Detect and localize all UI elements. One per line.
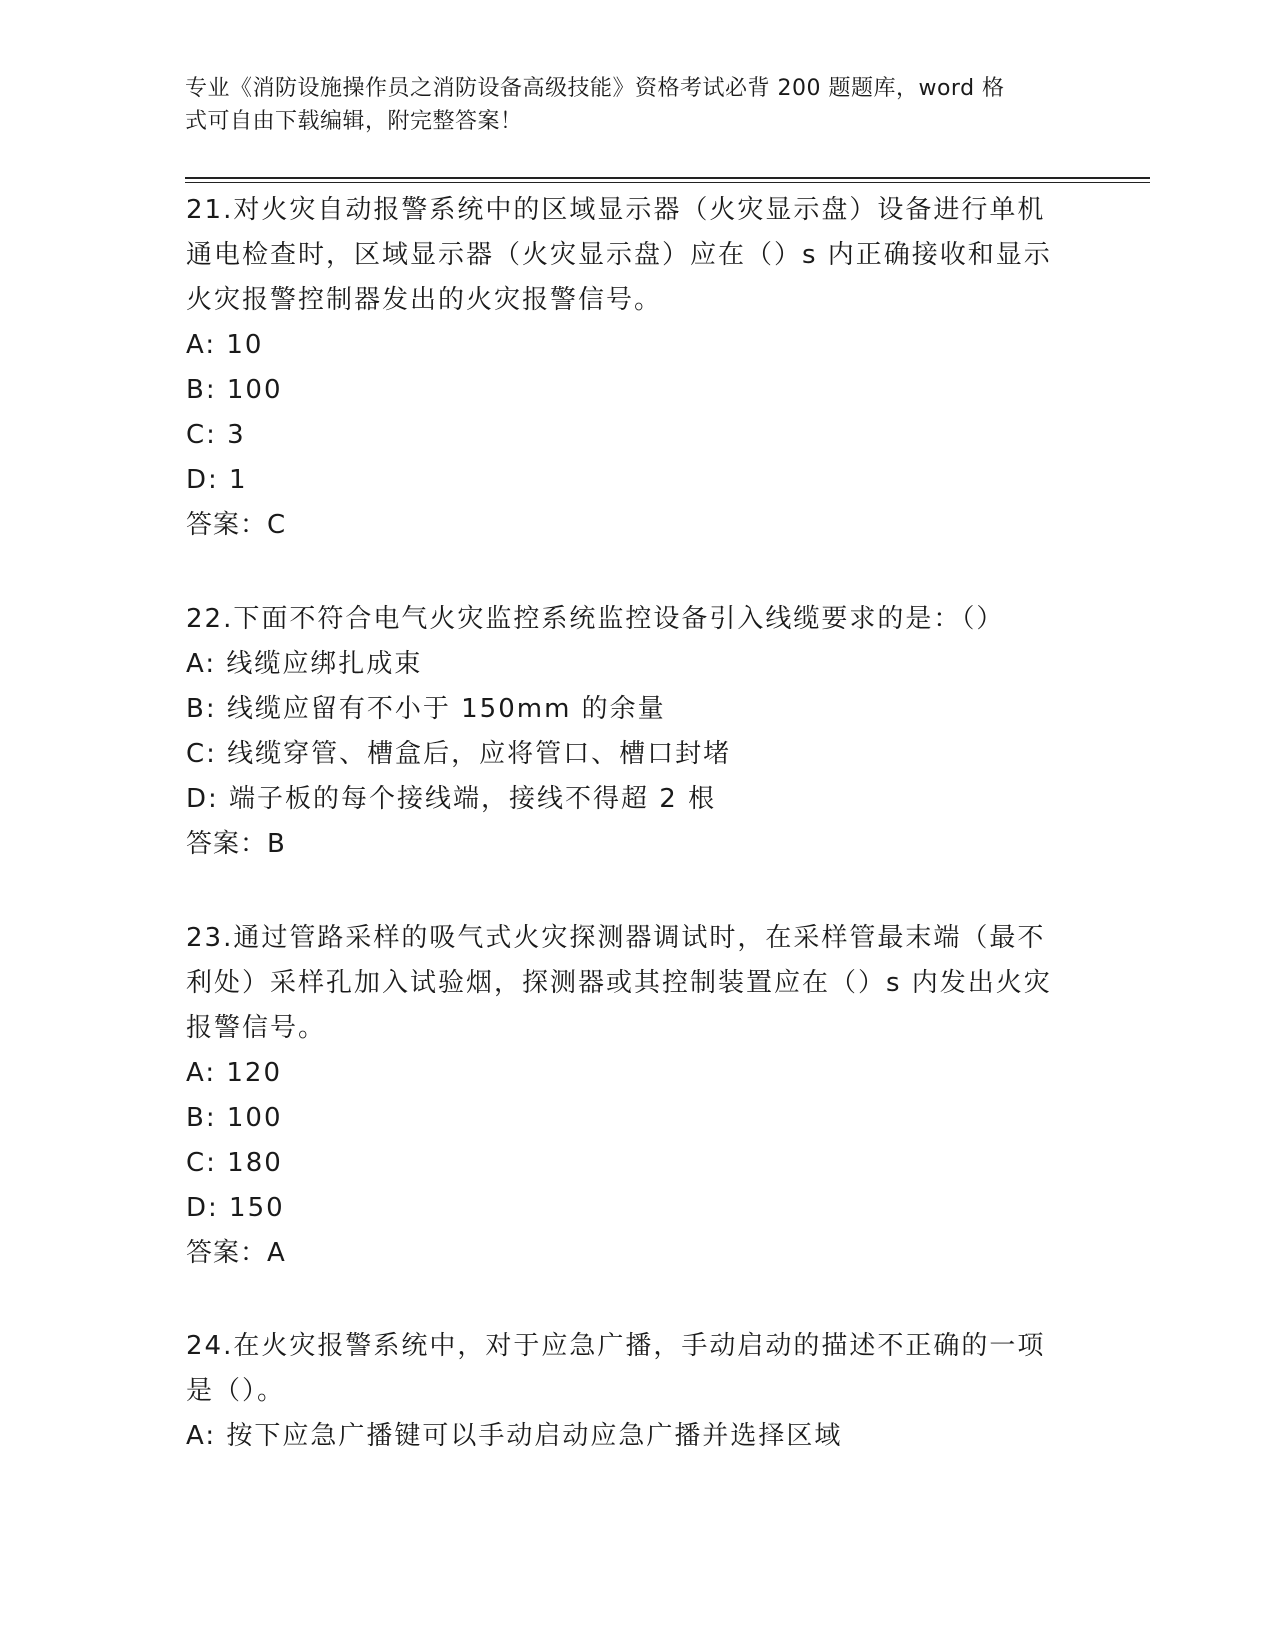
header-divider-thick (185, 177, 1150, 179)
option-d: D: 端子板的每个接线端，接线不得超 2 根 (186, 784, 717, 814)
question-stem-line: 利处）采样孔加入试验烟，探测器或其控制装置应在（）s 内发出火灾 (186, 968, 1052, 998)
header-line-2: 式可自由下载编辑，附完整答案！ (185, 109, 523, 134)
question-stem-line: 22.下面不符合电气火灾监控系统监控设备引入线缆要求的是：（） (186, 604, 1005, 634)
option-a: A: 120 (186, 1058, 282, 1088)
option-b: B: 线缆应留有不小于 150mm 的余量 (186, 694, 666, 724)
answer: 答案：A (186, 1238, 286, 1268)
option-c: C: 180 (186, 1148, 283, 1178)
answer: 答案：B (186, 829, 286, 859)
question-stem-line: 火灾报警控制器发出的火灾报警信号。 (186, 285, 663, 315)
question-stem-line: 是（）。 (186, 1376, 286, 1406)
option-d: D: 1 (186, 465, 248, 495)
answer: 答案：C (186, 510, 287, 540)
header-divider-thin (185, 182, 1150, 183)
option-b: B: 100 (186, 1103, 283, 1133)
question-22 (186, 597, 1086, 867)
document-header (185, 72, 1065, 138)
question-stem-line: 通电检查时，区域显示器（火灾显示盘）应在（）s 内正确接收和显示 (186, 240, 1052, 270)
question-stem-line: 21.对火灾自动报警系统中的区域显示器（火灾显示盘）设备进行单机 (186, 195, 1046, 225)
question-24 (186, 1324, 1086, 1459)
option-a: A: 10 (186, 330, 264, 360)
option-a: A: 线缆应绑扎成束 (186, 649, 423, 679)
question-stem-line: 23.通过管路采样的吸气式火灾探测器调试时，在采样管最末端（最不 (186, 923, 1046, 953)
option-c: C: 线缆穿管、槽盒后，应将管口、槽口封堵 (186, 739, 732, 769)
option-b: B: 100 (186, 375, 283, 405)
option-d: D: 150 (186, 1193, 285, 1223)
question-21 (186, 188, 1086, 548)
question-stem-line: 报警信号。 (186, 1013, 327, 1043)
option-c: C: 3 (186, 420, 246, 450)
question-23 (186, 916, 1086, 1276)
option-a: A: 按下应急广播键可以手动启动应急广播并选择区域 (186, 1421, 843, 1451)
header-line-1: 专业《消防设施操作员之消防设备高级技能》资格考试必背 200 题题库，word 格 (185, 76, 1005, 101)
question-stem-line: 24.在火灾报警系统中，对于应急广播，手动启动的描述不正确的一项 (186, 1331, 1046, 1361)
